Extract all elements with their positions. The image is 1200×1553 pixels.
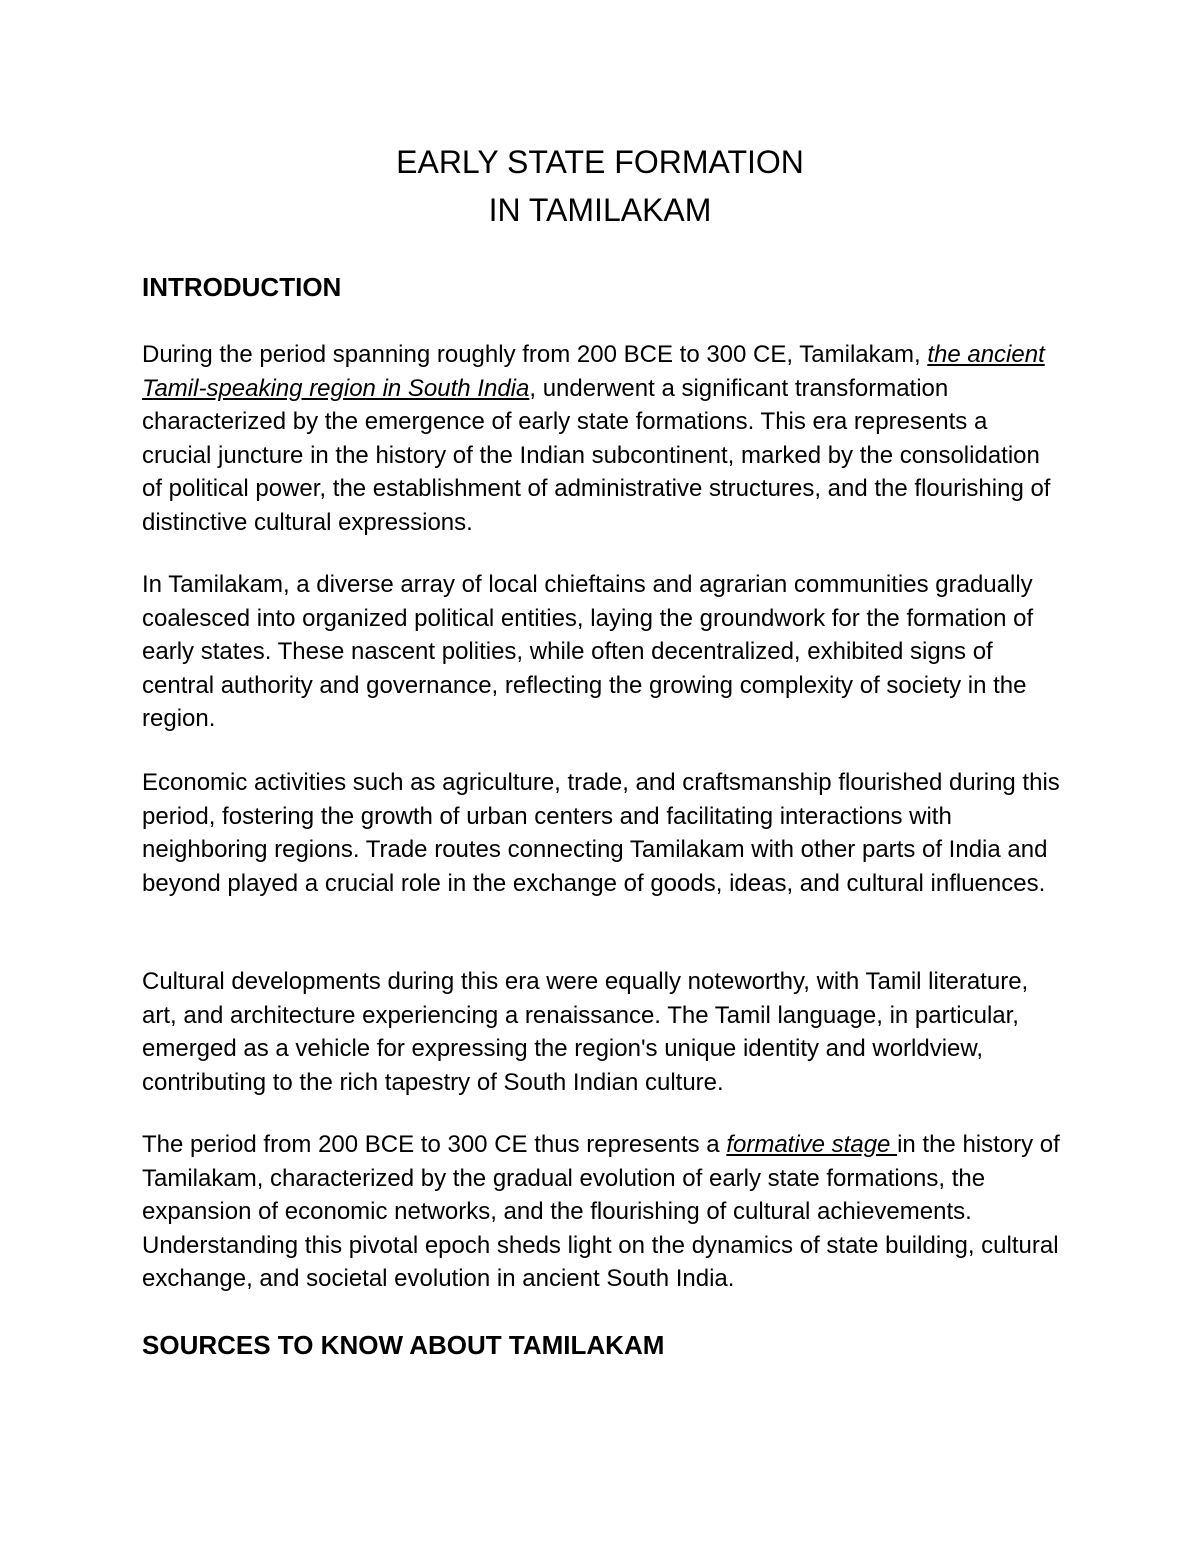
paragraph-1-text-end: , underwent a significant transformation characterized by the emergence of early state formations. This era represents a crucial juncture in the history of the Indian subcontinent, marked by the consolidation of political power, the establishment of administrative structures, and the flourishing of distinctive cultural expressions. [142,374,1051,536]
document-title [0,138,1200,234]
paragraph-2: In Tamilakam, a diverse array of local chieftains and agrarian communities gradually coalesced into organized political entities, laying the groundwork for the formation of early states. These nascent polities, while often decentralized, exhibited signs of central authority and governance, reflecting the growing complexity of society in the region. [142,571,1034,733]
paragraph-5-emphasis: formative stage [726,1131,898,1158]
paragraph-5 [142,1128,1062,1296]
paragraph-4: Cultural developments during this era were equally noteworthy, with Tamil literature, art, and architecture experiencing a renaissance. The Tamil language, in particular, emerged as a vehicle for expressing the region's unique identity and worldview, contributing to the rich tapestry of South Indian culture. [142,968,1029,1096]
title-line-1: EARLY STATE FORMATION [396,144,804,180]
sources-heading: SOURCES TO KNOW ABOUT TAMILAKAM [142,1330,665,1360]
introduction-heading: INTRODUCTION [142,272,342,302]
paragraph-1-emphasis: the ancient Tamil-speaking region in South India [142,341,1045,402]
paragraph-5-text-start: The period from 200 BCE to 300 CE thus represents a [142,1131,727,1158]
paragraph-3: Economic activities such as agriculture, trade, and craftsmanship flourished during this period, fostering the growth of urban centers and facilitating interactions with neighboring regions. Trade routes connecting Tamilakam with other parts of India and beyond played a crucial role in the exchange of goods, ideas, and cultural influences. [142,769,1060,897]
title-line-2: IN TAMILAKAM [488,192,712,228]
paragraph-1 [142,338,1062,540]
paragraph-1-text-start: During the period spanning roughly from 200 BCE to 300 CE, Tamilakam, [142,341,928,368]
paragraph-5-text-end: in the history of Tamilakam, characterized by the gradual evolution of early state formations, the expansion of economic networks, and the flourishing of cultural achievements. Understanding this pivotal epoch sheds light on the dynamics of state building, cultural exchange, and societal evolution in ancient South India. [142,1131,1060,1293]
